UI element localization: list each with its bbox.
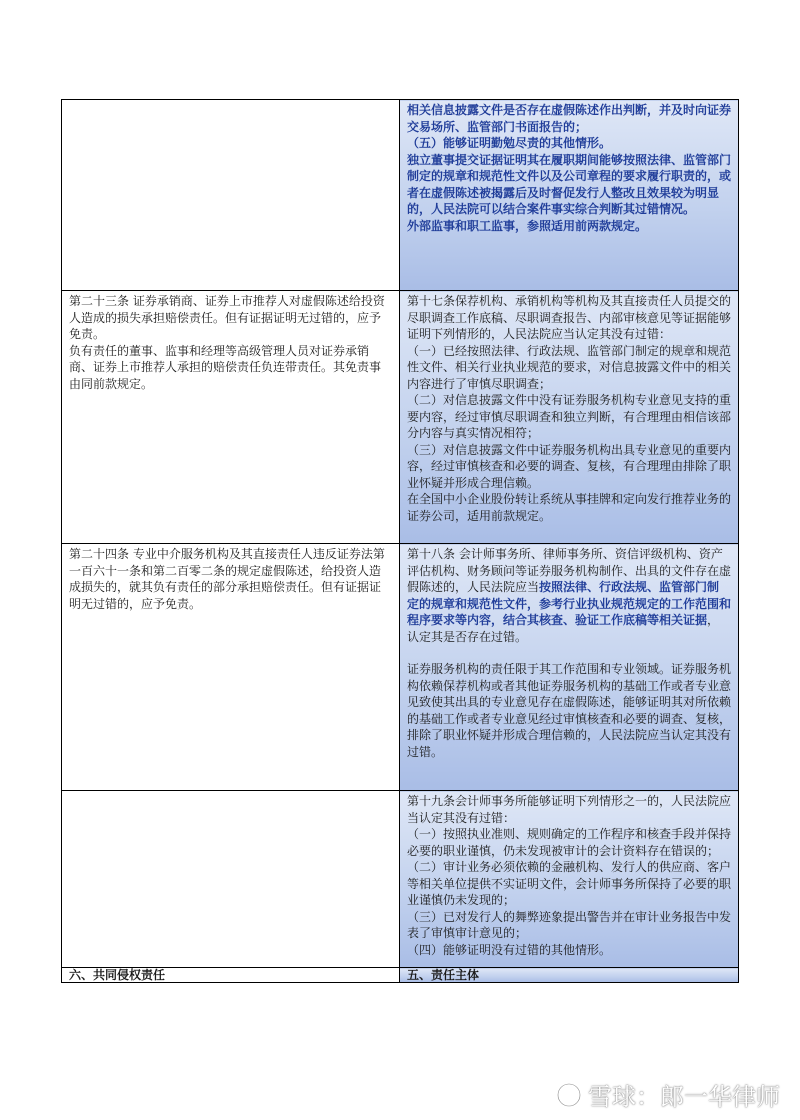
new-provision-cell xyxy=(400,291,739,544)
new-provision-cell xyxy=(400,544,739,791)
section-heading-new: 五、责任主体 xyxy=(400,968,739,983)
provision-paragraph: 独立董事提交证据证明其在履职期间能够按照法律、监管部门制定的规章和规范性文件以及公司章程的要求履行职责的，或者在虚假陈述被揭露后及时督促发行人整改且效果较为明显的，人民法院可以结合案件事实综合判断其过错情况。 xyxy=(407,152,732,216)
provision-paragraph: （二）审计业务必须依赖的金融机构、发行人的供应商、客户等相关单位提供不实证明文件，会计师事务所保持了必要的职业谨慎仍未发现的； xyxy=(407,860,732,907)
provision-paragraph: （三）对信息披露文件中证券服务机构出具专业意见的重要内容，经过审慎核查和必要的调查、复核，有合理理由排除了职业怀疑并形成合理信赖。 xyxy=(407,442,732,490)
watermark xyxy=(556,1077,780,1112)
table-row xyxy=(62,291,739,544)
provision-paragraph: （一）按照执业准则、规则确定的工作程序和核查手段并保持必要的职业谨慎，仍未发现被审计的会计资料存在错误的； xyxy=(407,827,732,858)
table-row xyxy=(62,100,739,291)
old-provision-cell xyxy=(62,791,400,968)
new-provision-cell xyxy=(400,100,739,291)
watermark-text: 雪球：郎一华律师 xyxy=(588,1083,780,1111)
provision-paragraph: 证券服务机构的责任限于其工作范围和专业领域。证券服务机构依赖保荐机构或者其他证券服务机构的基础工作或者专业意见致使其出具的专业意见存在虚假陈述，能够证明其对所依赖的基础工作或者专业意见经过审慎核查和必要的调查、复核，排除了职业怀疑并形成合理信赖的，人民法院应当认定其没有过错。 xyxy=(407,662,732,759)
provision-paragraph: （三）已对发行人的舞弊迹象提出警告并在审计业务报告中发表了审慎审计意见的； xyxy=(407,909,732,940)
table-row xyxy=(62,791,739,968)
paragraph-gap xyxy=(407,645,731,661)
provision-paragraph: 在全国中小企业股份转让系统从事挂牌和定向发行推荐业务的证券公司，适用前款规定。 xyxy=(407,492,732,523)
provision-paragraph xyxy=(407,546,731,645)
provision-paragraph: 负有责任的董事、监事和经理等高级管理人员对证券承销商、证券上市推荐人承担的赔偿责任负连带责任。其免责事由同前款规定。 xyxy=(69,343,382,391)
old-provision-cell xyxy=(62,100,400,291)
text-segment: 按照法律、行政法规、监管部门制定的规章和规范性文件，参考行业执业规范规定的工作范围和程序要求等内容，结合其核查、验证工作底稿等相关证据 xyxy=(407,580,732,627)
provision-paragraph: （一）已经按照法律、行政法规、监管部门制定的规章和规范性文件、相关行业执业规范的要求，对信息披露文件中的相关内容进行了审慎尽职调查； xyxy=(407,343,732,391)
snowball-logo-icon xyxy=(556,1082,582,1108)
old-provision-cell xyxy=(62,291,400,544)
provision-paragraph: （四）能够证明没有过错的其他情形。 xyxy=(407,942,612,957)
table-row xyxy=(62,544,739,791)
provision-paragraph: 相关信息披露文件是否存在虚假陈述作出判断，并及时向证券交易场所、监管部门书面报告的； xyxy=(407,103,732,134)
provision-paragraph: 外部监事和职工监事，参照适用前两款规定。 xyxy=(407,218,648,233)
section-heading-row xyxy=(62,968,739,983)
comparison-table xyxy=(61,99,739,983)
new-provision-cell xyxy=(400,791,739,968)
provision-paragraph: （二）对信息披露文件中没有证券服务机构专业意见支持的重要内容，经过审慎尽职调查和独立判断，有合理理由相信该部分内容与真实情况相符； xyxy=(407,393,732,440)
section-heading-old: 六、共同侵权责任 xyxy=(62,968,400,983)
provision-paragraph: 第十九条会计师事务所能够证明下列情形之一的，人民法院应当认定其没有过错： xyxy=(407,794,732,825)
text-segment: ，认定其是否存在过错。 xyxy=(407,613,720,644)
provision-paragraph: （五）能够证明勤勉尽责的其他情形。 xyxy=(407,136,612,150)
old-provision-cell xyxy=(62,544,400,791)
provision-paragraph: 第十七条保荐机构、承销机构等机构及其直接责任人员提交的尽职调查工作底稿、尽职调查报告、内部审核意见等证据能够证明下列情形的，人民法院应当认定其没有过错： xyxy=(407,294,732,341)
provision-paragraph: 第二十三条 证券承销商、证券上市推荐人对虚假陈述给投资人造成的损失承担赔偿责任。但有证据证明无过错的，应予免责。 xyxy=(69,294,385,341)
text-segment: 第十八条 会计师事务所、律师事务所、资信评级机构、资产评估机构、财务顾问等证券服务机构制作、出具的文件存在虚假陈述的，人民法院应当 xyxy=(407,547,732,594)
provision-paragraph: 第二十四条 专业中介服务机构及其直接责任人违反证券法第一百六十一条和第二百零二条的规定虚假陈述，给投资人造成损失的，就其负有责任的部分承担赔偿责任。但有证据证明无过错的，应予免责。 xyxy=(69,547,385,611)
